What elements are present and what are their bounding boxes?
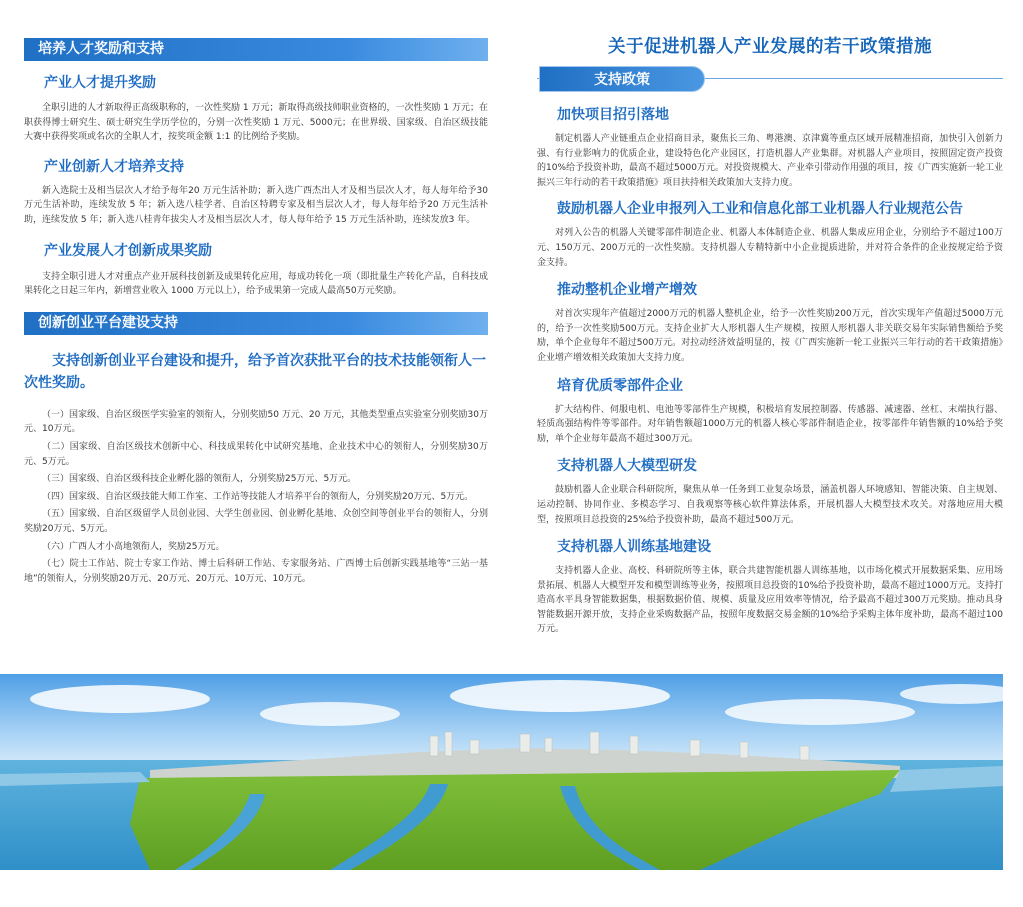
list-item: （五）国家级、自治区级留学人员创业园、大学生创业园、创业孵化基地、众创空间等创业平台的领衔人，分别奖励20万元、5万元。 xyxy=(24,509,488,534)
paragraph-innovation-achievement: 支持全职引进人才对重点产业开展科技创新及成果转化应用，每成功转化一项（即批量生产转化产品，自科技成果转化之日起三年内，新增营业收入 1000 万元以上），给予成果第一完成人最高50万元奖励。 xyxy=(24,271,488,297)
right-column xyxy=(537,34,1003,637)
subheading-output-growth: 推动整机企业增产增效 xyxy=(557,282,697,299)
policy-tab-header xyxy=(537,66,1003,92)
paragraph-talent-promotion: 全职引进的人才新取得正高级职称的，一次性奖励 1 万元；新取得高级技师职业资格的，一次性奖励 1 万元；在职获得博士研究生、硕士研究生学历学位的，分别一次性奖励 1 万元、5000元；在世界级、国家级、自治区级技能大赛中获得奖项或名次的全职人才，按奖项金额 1:1 的比例给予奖励。 xyxy=(24,103,488,143)
paragraph-training-base: 支持机器人企业、高校、科研院所等主体，联合共建智能机器人训练基地，以市场化模式开展数据采集、应用场景拓展、机器人大模型开发和模型训练等业务，按照项目总投资的10%给予投资补助，最高不超过1000万元。支持打造高水平具身智能数据集，根据数据价值、规模、质量及应用效率等情况，给予最高不超过300万元奖励。推动具身智能数据开源开放，支持企业采购数据产品，按照年度数据交易金额的10%给予采购主体年度补助，最高不超过100万元。 xyxy=(537,566,1003,635)
left-column xyxy=(24,38,488,586)
cloud xyxy=(450,680,670,712)
cloud xyxy=(30,685,210,713)
paragraph-industry-norm: 对列入公告的机器人关键零部件制造企业、机器人本体制造企业、机器人集成应用企业，分别给予不超过100万元、150万元、200万元的一次性奖励。支持机器人专精特新中小企业提质进阶，并对符合条件的企业按规定给予资金支持。 xyxy=(537,228,1003,268)
subheading-innovation-talent: 产业创新人才培养支持 xyxy=(44,158,184,175)
subheading-large-model: 支持机器人大模型研发 xyxy=(557,458,697,475)
subheading-innovation-achievement: 产业发展人才创新成果奖励 xyxy=(44,242,212,259)
platform-reward-list xyxy=(24,408,488,587)
section-bar-talent: 培养人才奖励和支持 xyxy=(24,38,488,61)
cloud xyxy=(260,702,400,726)
platform-lead-text: 支持创新创业平台建设和提升，给予首次获批平台的技术技能领衔人一次性奖励。 xyxy=(24,352,486,391)
aerial-city-photo xyxy=(0,674,1003,870)
subheading-components: 培育优质零部件企业 xyxy=(557,377,683,394)
list-item: （三）国家级、自治区级科技企业孵化器的领衔人，分别奖励25万元、5万元。 xyxy=(42,474,357,485)
paragraph-project-attraction: 制定机器人产业链重点企业招商目录，聚焦长三角、粤港澳、京津冀等重点区域开展精准招商，加快引入创新力强、有行业影响力的优质企业，建设特色化产业园区，打造机器人产业集群。对机器人产业项目，按照固定资产投资的10%给予投资补助，最高不超过5000万元。对投资规模大、产业牵引带动作用强的项目，按《广西实施新一轮工业振兴三年行动的若干政策措施》项目扶持相关政策加大支持力度。 xyxy=(537,134,1003,188)
list-item: （一）国家级、自治区级医学实验室的领衔人，分别奖励50 万元、20 万元，其他类型重点实验室分别奖励30万元、10万元。 xyxy=(24,409,488,435)
tab-support-policy: 支持政策 xyxy=(539,66,705,92)
list-item: （二）国家级、自治区级技术创新中心、科技成果转化中试研究基地、企业技术中心的领衔人，分别奖励30万元、5万元。 xyxy=(24,441,488,467)
paragraph-large-model: 鼓励机器人企业联合科研院所，聚焦从单一任务到工业复杂场景，涵盖机器人环境感知、智能决策、自主规划、运动控制、协同作业、多模态学习、自我观察等核心软件算法体系，开展机器人大模型技术攻关。对落地应用大模型，按照项目总投资的25%给予投资补助，最高不超过500万元。 xyxy=(537,485,1003,525)
paragraph-innovation-talent: 新入选院士及相当层次人才给予每年20 万元生活补助；新入选广西杰出人才及相当层次人才，每人每年给予30 万元生活补助，连续发放 5 年；新入选八桂学者、自治区特聘专家及相当层次人才，每人每年给予20 万元生活补助，连续发放 5 年；新入选八桂青年拔尖人才及相当层次人才，每人每年给予 15 万元生活补助，连续发放3 年。 xyxy=(24,185,488,225)
list-item: （七）院士工作站、院士专家工作站、博士后科研工作站、专家服务站、广西博士后创新实践基地等“三站一基地”的领衔人，分别奖励20万元、20万元、20万元、10万元、10万元。 xyxy=(24,559,488,584)
paragraph-components: 扩大结构件、伺服电机、电池等零部件生产规模，积极培育发展控制器、传感器、减速器、丝杠、末端执行器、轻质高强结构件等零部件。对年销售额超1000万元的机器人核心零部件制造企业，按零部件年销售额的10%给予奖励，单个企业每年最高不超过300万元。 xyxy=(537,404,1003,444)
subheading-talent-promotion: 产业人才提升奖励 xyxy=(44,75,156,91)
subheading-training-base: 支持机器人训练基地建设 xyxy=(557,539,711,556)
paragraph-output-growth: 对首次实现年产值超过2000万元的机器人整机企业，给予一次性奖励200万元，首次实现年产值超过5000万元的，给予一次性奖励500万元。支持企业扩大人形机器人生产规模，按照人形机器人非关联交易年实际销售额给予奖励，单个企业每年不超过500万元。对拉动经济效益明显的，按《广西实施新一轮工业振兴三年行动的若干政策措施》企业增产增效相关政策加大支持力度。 xyxy=(537,309,1003,363)
subheading-industry-norm: 鼓励机器人企业申报列入工业和信息化部工业机器人行业规范公告 xyxy=(557,201,963,218)
page-title: 关于促进机器人产业发展的若干政策措施 xyxy=(608,37,932,57)
list-item: （六）广西人才小高地领衔人，奖励25万元。 xyxy=(42,541,225,552)
landscape-illustration xyxy=(0,674,1003,870)
cloud xyxy=(725,699,915,725)
section-bar-platform: 创新创业平台建设支持 xyxy=(24,312,488,335)
subheading-project-attraction: 加快项目招引落地 xyxy=(557,107,669,123)
list-item: （四）国家级、自治区级技能大师工作室、工作站等技能人才培养平台的领衔人，分别奖励20万元、5万元。 xyxy=(42,491,474,502)
